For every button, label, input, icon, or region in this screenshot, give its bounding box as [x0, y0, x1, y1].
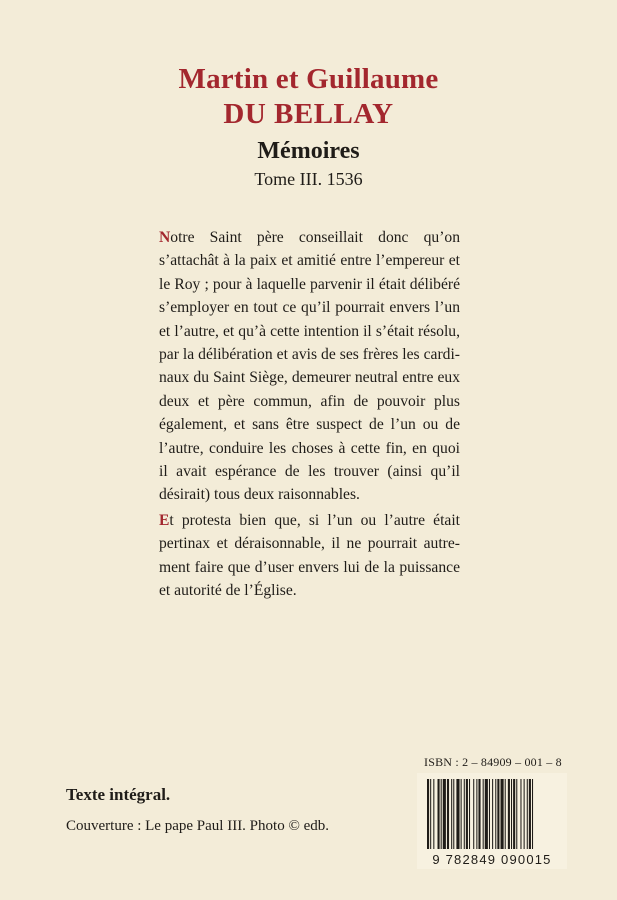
- book-title: Mémoires: [257, 138, 360, 164]
- barcode-bar: [489, 779, 490, 849]
- barcode-bar: [483, 779, 484, 849]
- barcode-bar: [433, 779, 434, 849]
- barcode-bar: [513, 779, 515, 849]
- barcode-bar: [438, 779, 440, 849]
- barcode-bar: [485, 779, 488, 849]
- barcode-bar: [508, 779, 510, 849]
- isbn-label: ISBN : 2 – 84909 – 001 – 8: [424, 755, 562, 769]
- barcode-bar: [461, 779, 462, 849]
- barcode-bar: [441, 779, 442, 849]
- barcode-bar: [464, 779, 465, 849]
- barcode-bar: [453, 779, 454, 849]
- cover-credit: Couverture : Le pape Paul III. Photo © edb.: [66, 818, 329, 834]
- barcode-bar: [495, 779, 496, 849]
- barcode: [417, 773, 567, 869]
- author-names: Martin et Guillaume: [178, 63, 439, 95]
- barcode-bar: [505, 779, 506, 849]
- barcode-bar: [456, 779, 459, 849]
- barcode-bar: [473, 779, 474, 849]
- barcode-bar: [427, 779, 429, 849]
- barcode-bar: [516, 779, 517, 849]
- barcode-bar: [476, 779, 477, 849]
- excerpt-paragraph: [159, 509, 460, 603]
- barcode-bar: [520, 779, 521, 849]
- barcode-bar: [524, 779, 525, 849]
- excerpt-text: [159, 226, 460, 603]
- barcode-bar: [466, 779, 468, 849]
- barcode-bar: [443, 779, 446, 849]
- barcode-bar: [492, 779, 493, 849]
- barcode-bar: [469, 779, 470, 849]
- barcode-graphic: [417, 773, 567, 869]
- paragraph-text: otre Saint père conseillait donc qu’on s’attachât à la paix et amitié entre l’empereur et le Roy ; pour à laquelle parvenir il était délibéré s’employer en tout ce qu’il pourrait envers l’un et l’autre, et qu’à cette intention il s’était résolu, par la délibération et avis de ses frères les cardinaux du Saint Siège, demeurer neutral entre eux deux et père commun, afin de pouvoir plus également, et sans être suspect de l’un ou de l’autre, conduire les choses à cette fin, en quoi il avait espérance de les trouver (ainsi qu’il désirait) tous deux raisonnables.: [159, 229, 460, 504]
- excerpt-paragraph: [159, 226, 460, 507]
- barcode-bar: [497, 779, 499, 849]
- cover-header: [0, 62, 617, 190]
- volume-label: Tome III. 1536: [254, 169, 363, 189]
- drop-initial: N: [159, 229, 171, 246]
- barcode-bar: [527, 779, 528, 849]
- barcode-bar: [447, 779, 449, 849]
- paragraph-text: t protesta bien que, si l’un ou l’autre était pertinax et déraisonnable, il ne pourrait autrement faire que d’user envers lui de la puissance et autorité de l’Église.: [159, 511, 460, 600]
- barcode-bar: [501, 779, 504, 849]
- barcode-bar: [511, 779, 512, 849]
- barcode-bar: [529, 779, 531, 849]
- author-surname: DU BELLAY: [223, 98, 394, 130]
- integral-text-label: Texte intégral.: [66, 785, 171, 804]
- barcode-bar: [532, 779, 533, 849]
- barcode-bar: [430, 779, 431, 849]
- drop-initial: E: [159, 511, 170, 529]
- barcode-bar: [478, 779, 480, 849]
- barcode-digits: 9 782849 090015: [432, 852, 552, 867]
- barcode-bar: [451, 779, 452, 849]
